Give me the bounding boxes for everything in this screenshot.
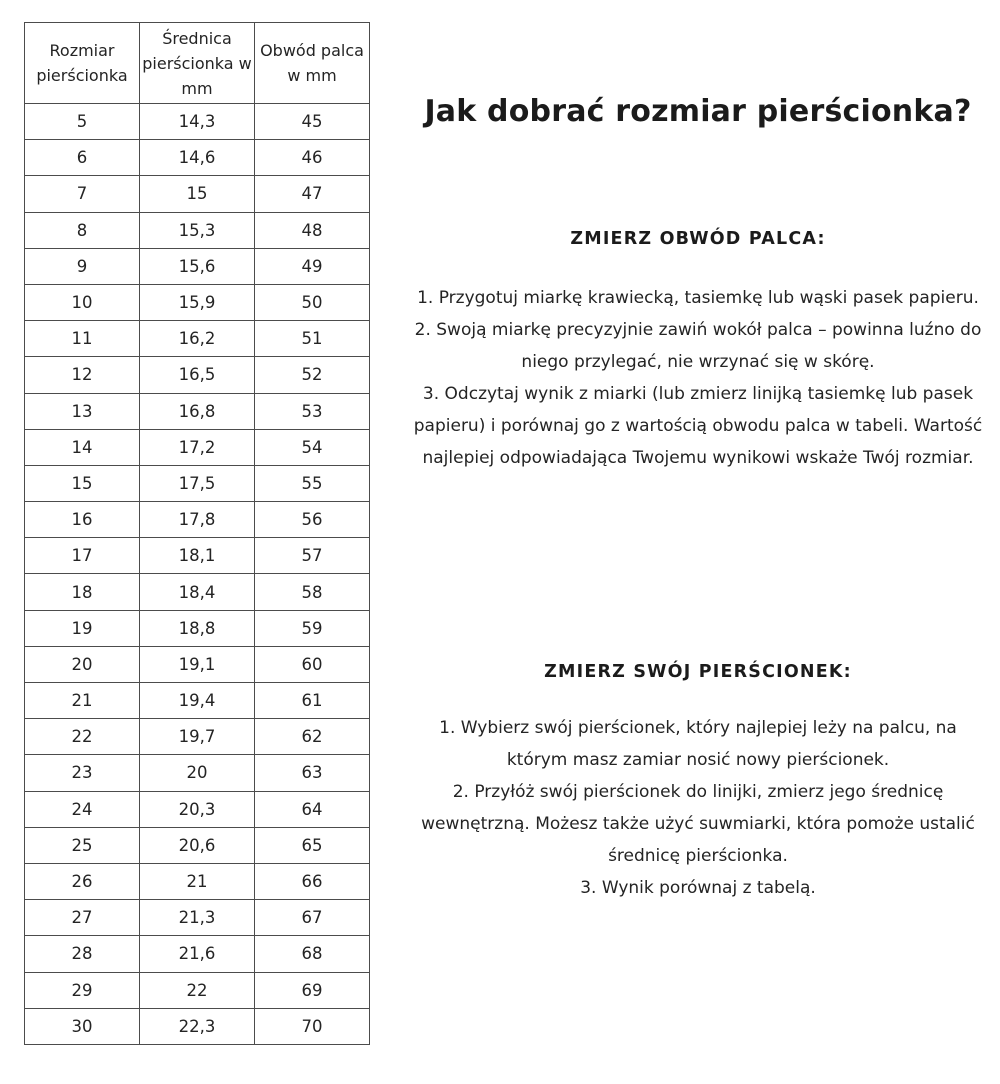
table-row [25, 719, 370, 755]
table-row [25, 248, 370, 284]
step-text: 2. Swoją miarkę precyzyjnie zawiń wokół palca – powinna luźno do niego przylegać, nie wrzynać się w skórę. [414, 320, 982, 372]
table-row [25, 393, 370, 429]
table-cell: 20 [25, 646, 140, 682]
table-cell: 13 [25, 393, 140, 429]
table-cell: 62 [255, 719, 370, 755]
table-cell: 67 [255, 900, 370, 936]
table-cell: 16 [25, 502, 140, 538]
table-row [25, 465, 370, 501]
table-cell: 20,3 [140, 791, 255, 827]
table-cell: 27 [25, 900, 140, 936]
step-text: 3. Wynik porównaj z tabelą. [580, 878, 816, 898]
table-cell: 24 [25, 791, 140, 827]
col-header-ring-diameter: Średnica pierścionka w mm [140, 23, 255, 104]
table-cell: 19 [25, 610, 140, 646]
col-header-ring-size: Rozmiar pierścionka [25, 23, 140, 104]
table-cell: 68 [255, 936, 370, 972]
table-row [25, 284, 370, 320]
table-cell: 21,3 [140, 900, 255, 936]
steps-measure-ring [408, 712, 988, 904]
table-cell: 19,7 [140, 719, 255, 755]
table-cell: 18,4 [140, 574, 255, 610]
table-cell: 20,6 [140, 827, 255, 863]
table-cell: 8 [25, 212, 140, 248]
section-heading-measure-finger: ZMIERZ OBWÓD PALCA: [570, 229, 826, 249]
table-cell: 17,5 [140, 465, 255, 501]
table-cell: 15,9 [140, 284, 255, 320]
table-cell: 11 [25, 321, 140, 357]
table-row [25, 502, 370, 538]
table-row [25, 212, 370, 248]
table-cell: 15 [140, 176, 255, 212]
table-row [25, 140, 370, 176]
table-header [25, 23, 370, 104]
table-cell: 49 [255, 248, 370, 284]
table-cell: 66 [255, 863, 370, 899]
table-cell: 69 [255, 972, 370, 1008]
table-row [25, 900, 370, 936]
table-row [25, 176, 370, 212]
table-cell: 19,1 [140, 646, 255, 682]
ring-size-table [24, 22, 370, 1045]
table-cell: 65 [255, 827, 370, 863]
table-row [25, 827, 370, 863]
table-row [25, 791, 370, 827]
table-row [25, 972, 370, 1008]
table-cell: 21 [25, 683, 140, 719]
table-cell: 15,3 [140, 212, 255, 248]
table-cell: 22,3 [140, 1008, 255, 1044]
table-cell: 17,8 [140, 502, 255, 538]
section-heading-measure-ring: ZMIERZ SWÓJ PIERŚCIONEK: [544, 662, 852, 682]
table-row [25, 646, 370, 682]
table-cell: 50 [255, 284, 370, 320]
table-cell: 29 [25, 972, 140, 1008]
table-cell: 54 [255, 429, 370, 465]
table-cell: 15,6 [140, 248, 255, 284]
table-cell: 26 [25, 863, 140, 899]
steps-measure-finger [408, 282, 988, 474]
table-cell: 21,6 [140, 936, 255, 972]
table-cell: 51 [255, 321, 370, 357]
table-cell: 17 [25, 538, 140, 574]
table-cell: 58 [255, 574, 370, 610]
table-cell: 23 [25, 755, 140, 791]
table-row [25, 863, 370, 899]
table-cell: 48 [255, 212, 370, 248]
table-row [25, 538, 370, 574]
table-cell: 47 [255, 176, 370, 212]
table-row [25, 357, 370, 393]
table-row [25, 104, 370, 140]
table-header-row [25, 23, 370, 104]
table-cell: 5 [25, 104, 140, 140]
table-row [25, 1008, 370, 1044]
table-cell: 52 [255, 357, 370, 393]
table-cell: 18 [25, 574, 140, 610]
table-cell: 70 [255, 1008, 370, 1044]
page-title: Jak dobrać rozmiar pierścionka? [424, 94, 972, 129]
step-text: 3. Odczytaj wynik z miarki (lub zmierz linijką tasiemkę lub pasek papieru) i porównaj go z wartością obwodu palca w tabeli. Wartość najlepiej odpowiadająca Twojemu wynikowi wskaże Twój rozmiar. [413, 384, 983, 468]
table-cell: 12 [25, 357, 140, 393]
table-cell: 14 [25, 429, 140, 465]
table-cell: 60 [255, 646, 370, 682]
table-cell: 18,1 [140, 538, 255, 574]
table-cell: 59 [255, 610, 370, 646]
table-cell: 57 [255, 538, 370, 574]
table-body [25, 104, 370, 1045]
table-cell: 56 [255, 502, 370, 538]
table-cell: 25 [25, 827, 140, 863]
table-cell: 63 [255, 755, 370, 791]
table-cell: 16,5 [140, 357, 255, 393]
table-cell: 7 [25, 176, 140, 212]
step-text: 1. Wybierz swój pierścionek, który najlepiej leży na palcu, na którym masz zamiar nosić nowy pierścionek. [439, 718, 957, 770]
step-text: 2. Przyłóż swój pierścionek do linijki, zmierz jego średnicę wewnętrzną. Możesz także użyć suwmiarki, która pomoże ustalić średnicę pierścionka. [421, 782, 975, 866]
table-cell: 64 [255, 791, 370, 827]
table-cell: 14,6 [140, 140, 255, 176]
table-cell: 10 [25, 284, 140, 320]
table-cell: 21 [140, 863, 255, 899]
table-cell: 16,2 [140, 321, 255, 357]
table-cell: 15 [25, 465, 140, 501]
table-cell: 19,4 [140, 683, 255, 719]
table-cell: 20 [140, 755, 255, 791]
table-row [25, 429, 370, 465]
table-row [25, 755, 370, 791]
col-header-finger-circumference: Obwód palca w mm [255, 23, 370, 104]
table-cell: 53 [255, 393, 370, 429]
table-cell: 14,3 [140, 104, 255, 140]
table-cell: 30 [25, 1008, 140, 1044]
table-row [25, 610, 370, 646]
table-cell: 22 [25, 719, 140, 755]
table-cell: 9 [25, 248, 140, 284]
table-row [25, 574, 370, 610]
step-text: 1. Przygotuj miarkę krawiecką, tasiemkę lub wąski pasek papieru. [417, 288, 979, 308]
table-cell: 45 [255, 104, 370, 140]
table-cell: 17,2 [140, 429, 255, 465]
table-cell: 46 [255, 140, 370, 176]
table-row [25, 321, 370, 357]
table-cell: 6 [25, 140, 140, 176]
table-cell: 61 [255, 683, 370, 719]
table-row [25, 683, 370, 719]
table-cell: 16,8 [140, 393, 255, 429]
table-cell: 18,8 [140, 610, 255, 646]
guide-content [392, 0, 1000, 1084]
table-cell: 22 [140, 972, 255, 1008]
table-cell: 55 [255, 465, 370, 501]
table-cell: 28 [25, 936, 140, 972]
table-row [25, 936, 370, 972]
